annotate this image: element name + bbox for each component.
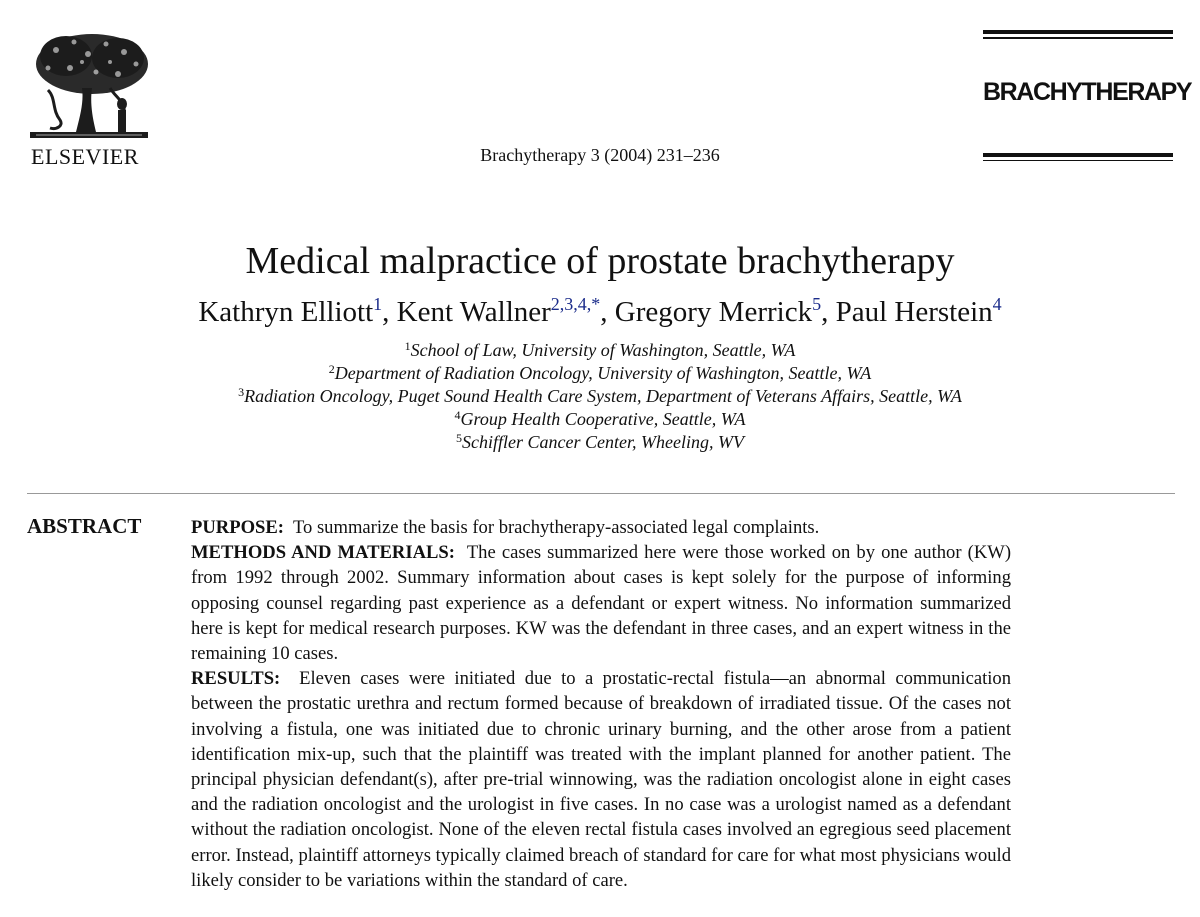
affiliation-marker: 3 <box>238 385 245 399</box>
author-affiliation-marker[interactable]: 4 <box>992 294 1002 314</box>
author-affiliation-marker[interactable]: 5 <box>812 294 822 314</box>
author[interactable] <box>198 296 382 328</box>
section-divider <box>27 493 1175 494</box>
journal-name: BRACHYTHERAPY <box>983 77 1192 106</box>
top-rules <box>983 30 1173 39</box>
section-label: RESULTS: <box>191 668 281 690</box>
rule-thin-top <box>983 37 1173 39</box>
affiliation <box>0 339 1200 362</box>
author[interactable] <box>615 296 821 328</box>
affiliation-marker: 5 <box>456 431 463 445</box>
publisher-logo <box>26 28 156 140</box>
author-separator: , <box>382 296 397 328</box>
journal-brand <box>983 30 1192 161</box>
abstract-section-purpose <box>191 515 1011 540</box>
author-name: Paul Herstein <box>835 296 993 328</box>
publisher-name: ELSEVIER <box>31 144 139 169</box>
rule-thick-top <box>983 30 1173 34</box>
author-name: Kent Wallner <box>396 296 551 328</box>
author-name: Kathryn Elliott <box>198 296 374 328</box>
journal-reference: Brachytherapy 3 (2004) 231–236 <box>480 145 720 165</box>
abstract-section-methods <box>191 540 1011 666</box>
affiliation-marker: 2 <box>328 362 335 376</box>
section-text: To summarize the basis for brachytherapy-associated legal complaints. <box>292 517 820 538</box>
affiliation-text: Schiffler Cancer Center, Wheeling, WV <box>462 432 744 452</box>
affiliation-text: School of Law, University of Washington, Seattle, WA <box>410 340 796 360</box>
author-separator: , <box>821 296 836 328</box>
affiliation-text: Department of Radiation Oncology, University of Washington, Seattle, WA <box>334 363 872 383</box>
affiliation <box>0 385 1200 408</box>
author-name: Gregory Merrick <box>614 296 813 328</box>
affiliation-marker: 4 <box>454 408 461 422</box>
affiliation-text: Group Health Cooperative, Seattle, WA <box>460 409 746 429</box>
author-affiliation-marker[interactable]: 1 <box>373 294 383 314</box>
affiliation-marker: 1 <box>404 339 411 353</box>
section-label: METHODS AND MATERIALS: <box>191 542 455 564</box>
affiliation <box>0 362 1200 385</box>
section-text: The cases summarized here were those worked on by one author (KW) from 1992 through 2002. Summary information about cases is kept solely for the purpose of informing opposing counsel regarding past experience as a defendant or expert witness. No information summarized here is kept for medical research purposes. KW was the defendant in three cases, and an expert witness in the remaining 10 cases. <box>191 542 1012 665</box>
bottom-rules <box>983 153 1173 162</box>
affiliation <box>0 408 1200 431</box>
author[interactable] <box>836 296 1002 328</box>
article-title: Medical malpractice of prostate brachytherapy <box>245 240 955 282</box>
abstract-body <box>191 515 1011 893</box>
author-list <box>0 295 1200 330</box>
rule-thick-bottom <box>983 153 1173 157</box>
affiliation-text: Radiation Oncology, Puget Sound Health Care System, Department of Veterans Affairs, Seattle, WA <box>244 386 962 406</box>
section-text: Eleven cases were initiated due to a prostatic-rectal fistula—an abnormal communication between the prostatic urethra and rectum formed because of breakdown of irradiated tissue. Of the cases not involving a fistula, one was initiated due to chronic urinary burning, and the other arose from a patient identification mix-up, such that the plaintiff was treated with the implant planned for another patient. The principal physician defendant(s), after pre-trial winnowing, was the radiation oncologist alone in eight cases and the radiation oncologist and the urologist in five cases. In no case was a urologist named as a defendant without the radiation oncologist. None of the eleven rectal fistula cases involved an egregious seed placement error. Instead, plaintiff attorneys typically claimed breach of standard for care for what most physicians would likely consider to be variations within the standard of care. <box>191 668 1011 891</box>
abstract-section-results <box>191 666 1011 893</box>
affiliation-list <box>0 339 1200 454</box>
abstract-heading: ABSTRACT <box>27 514 142 538</box>
author[interactable] <box>397 296 601 328</box>
author-separator: , <box>600 296 615 328</box>
rule-thin-bottom <box>983 160 1173 162</box>
section-label: PURPOSE: <box>191 517 284 538</box>
affiliation <box>0 431 1200 454</box>
author-affiliation-marker[interactable]: 2,3,4,* <box>550 294 601 314</box>
elsevier-tree-logo-icon <box>26 28 152 140</box>
